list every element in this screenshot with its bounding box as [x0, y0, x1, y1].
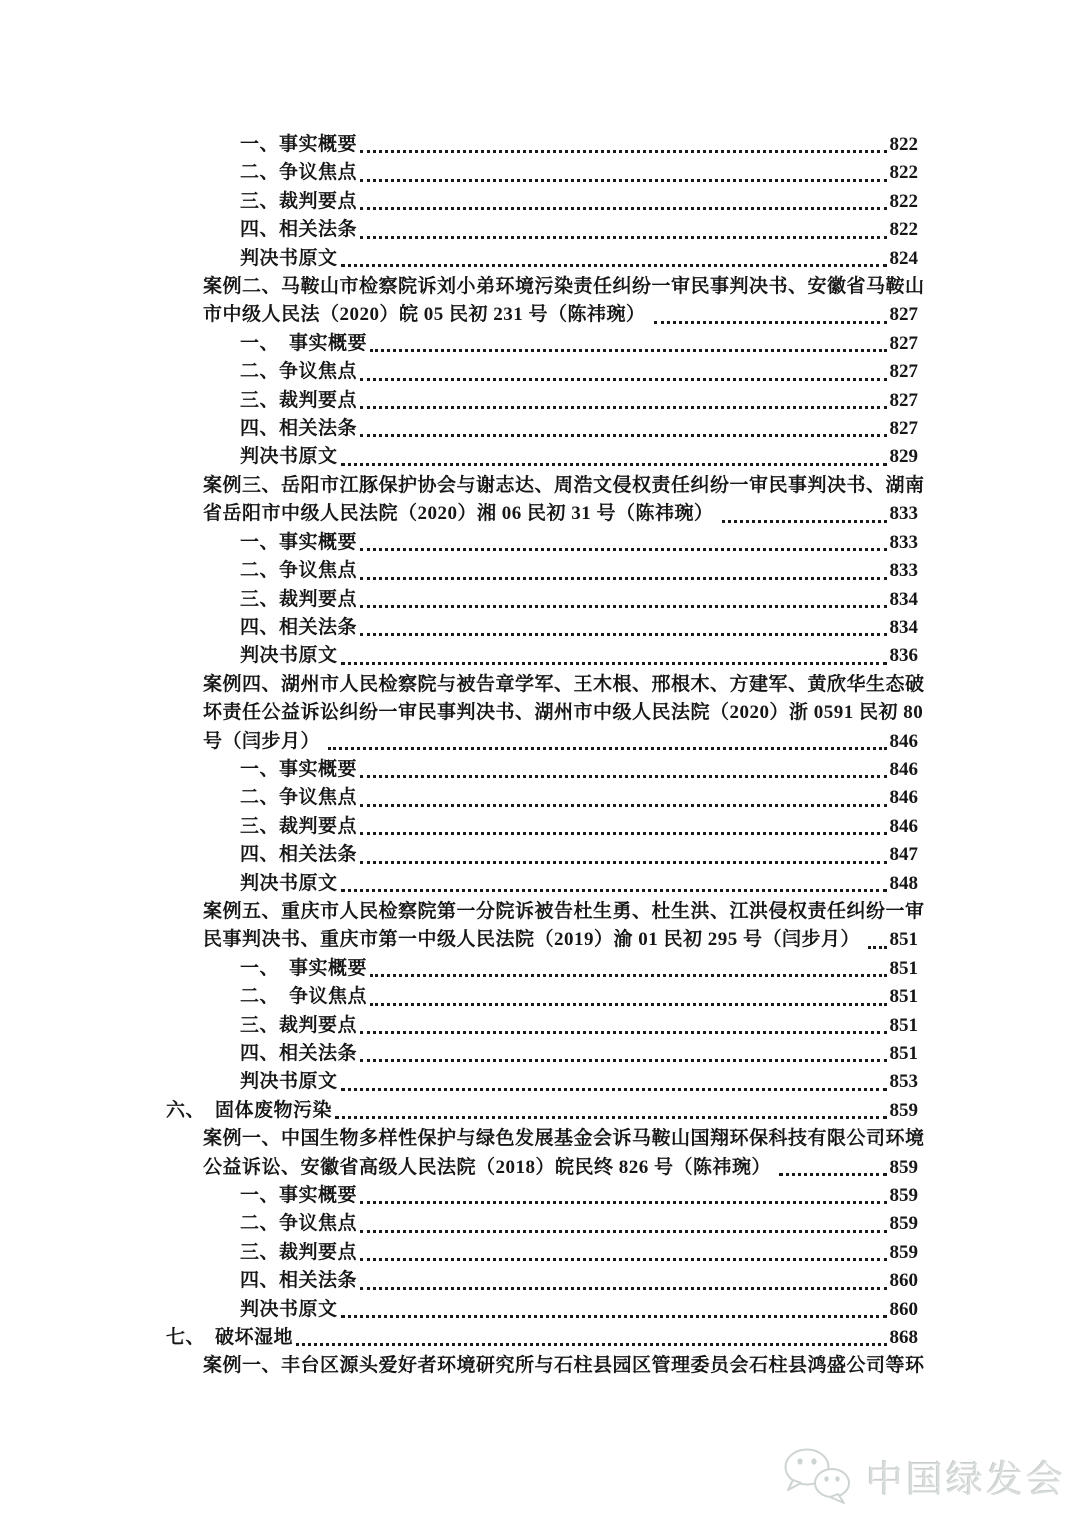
watermark: [780, 1447, 1066, 1505]
toc: [166, 131, 925, 1381]
toc-entry: [166, 387, 918, 415]
toc-entry: [166, 898, 925, 955]
dotted-leader: [360, 131, 886, 153]
toc-entry-row: [240, 870, 918, 898]
page-number: 851: [889, 957, 918, 979]
dotted-leader: [341, 642, 887, 664]
page-number: 827: [889, 304, 918, 326]
toc-entry: [166, 443, 918, 471]
toc-entry-row: [240, 159, 918, 187]
toc-entry-title: 三、裁判要点: [240, 815, 358, 837]
toc-entry-row: [240, 387, 918, 415]
toc-entry: [166, 870, 918, 898]
toc-entry-row: [240, 245, 918, 273]
toc-entry: [166, 586, 918, 614]
toc-entry-row: [240, 642, 918, 670]
toc-entry: [166, 188, 918, 216]
toc-entry-title: 一、 事实概要: [240, 332, 368, 354]
page-number: 846: [889, 758, 918, 780]
dotted-leader: [360, 216, 886, 238]
toc-entry: [166, 472, 925, 529]
toc-entry-title: 三、裁判要点: [240, 588, 358, 610]
toc-entry-row: [240, 841, 918, 869]
page-number: 822: [889, 219, 918, 241]
page-number: 827: [889, 418, 918, 440]
toc-entry: [166, 358, 918, 386]
toc-entry-text-line: 案例四、湖州市人民检察院与被告章学军、王木根、邢根木、方建军、黄欣华生态破: [203, 673, 925, 695]
dotted-leader: [360, 387, 886, 409]
toc-entry-title: 三、裁判要点: [240, 389, 358, 411]
toc-entry-title: 号（闫步月）: [203, 730, 326, 752]
toc-entry-title: 三、裁判要点: [240, 1014, 358, 1036]
dotted-leader: [654, 301, 887, 323]
page-number: 827: [889, 361, 918, 383]
toc-entry-row: [203, 301, 918, 329]
toc-entry: [166, 330, 918, 358]
dotted-leader: [360, 1040, 886, 1062]
page-number: 822: [889, 190, 918, 212]
dotted-leader: [360, 159, 886, 181]
toc-entry-title: 六、 固体废物污染: [166, 1099, 333, 1121]
toc-entry-text-line: 案例二、马鞍山市检察院诉刘小弟环境污染责任纠纷一审民事判决书、安徽省马鞍山: [203, 276, 925, 298]
page-number: 859: [889, 1241, 918, 1263]
toc-entry: [166, 671, 925, 756]
page-number: 846: [889, 787, 918, 809]
toc-entry-title: 公益诉讼、安徽省高级人民法院（2018）皖民终 826 号（陈祎琬）: [203, 1156, 777, 1178]
dotted-leader: [360, 1210, 886, 1232]
dotted-leader: [370, 955, 886, 977]
toc-entry: [166, 614, 918, 642]
toc-entry: [166, 1210, 918, 1238]
dotted-leader: [341, 443, 887, 465]
toc-entry-row: [240, 529, 918, 557]
toc-entry-title: 四、相关法条: [240, 418, 358, 440]
dotted-leader: [360, 614, 886, 636]
page-number: 822: [889, 134, 918, 155]
toc-entry-row: [240, 1296, 918, 1324]
dotted-leader: [370, 983, 886, 1005]
toc-entry-title: 一、事实概要: [240, 1185, 358, 1207]
toc-entry-row: [240, 813, 918, 841]
page-number: 822: [889, 162, 918, 184]
page-number: 846: [889, 815, 918, 837]
toc-entry: [166, 159, 918, 187]
page-number: 829: [889, 446, 918, 468]
toc-entry: [166, 1352, 925, 1380]
toc-entry-title: 七、 破坏湿地: [166, 1327, 294, 1349]
toc-entry: [166, 983, 918, 1011]
page-number: 851: [889, 929, 918, 951]
toc-entry: [166, 557, 918, 585]
toc-entry-row: [166, 1097, 918, 1125]
toc-entry-text-line: 案例一、丰台区源头爱好者环境研究所与石柱县园区管理委员会石柱县鸿盛公司等环: [203, 1355, 925, 1377]
wechat-icon: [780, 1447, 854, 1505]
page-number: 860: [889, 1298, 918, 1320]
toc-entry-row: [240, 415, 918, 443]
toc-entry-row: [240, 586, 918, 614]
toc-entry: [166, 1097, 918, 1125]
toc-entry: [166, 813, 918, 841]
toc-entry: [166, 1012, 918, 1040]
toc-entry-row: [240, 614, 918, 642]
toc-entry-text-line: 案例一、中国生物多样性保护与绿色发展基金会诉马鞍山国翔环保科技有限公司环境: [203, 1128, 925, 1150]
toc-entry-title: 二、争议焦点: [240, 361, 358, 383]
toc-entry-title: 二、争议焦点: [240, 787, 358, 809]
page-number: 833: [889, 503, 918, 525]
toc-entry-title: 一、事实概要: [240, 134, 358, 155]
toc-entry-title: 二、 争议焦点: [240, 986, 368, 1008]
page-number: 834: [889, 616, 918, 638]
page-number: 853: [889, 1071, 918, 1093]
page-number: 851: [889, 1043, 918, 1064]
toc-entry-row: [240, 983, 918, 1011]
page-number: 868: [889, 1327, 918, 1349]
dotted-leader: [360, 415, 886, 437]
watermark-label: 中国绿发会: [866, 1459, 1066, 1500]
page-number: 859: [889, 1156, 918, 1178]
toc-entry-title: 判决书原文: [240, 1298, 338, 1320]
toc-entry-row: [240, 1210, 918, 1238]
dotted-leader: [341, 870, 887, 892]
dotted-leader: [360, 1182, 886, 1204]
toc-entry-title: 判决书原文: [240, 645, 338, 667]
toc-entry-row: [240, 1182, 918, 1210]
toc-entry: [166, 1182, 918, 1210]
toc-entry-title: 一、 事实概要: [240, 957, 368, 979]
toc-entry-row: [240, 955, 918, 983]
toc-entry: [166, 529, 918, 557]
page-number: 859: [889, 1185, 918, 1207]
page-number: 833: [889, 560, 918, 582]
toc-entry: [166, 216, 918, 244]
toc-entry-title: 判决书原文: [240, 446, 338, 468]
toc-entry-row: [240, 1267, 918, 1295]
page-number: 827: [889, 332, 918, 354]
toc-entry-title: 市中级人民法（2020）皖 05 民初 231 号（陈祎琬）: [203, 304, 651, 326]
toc-entry-title: 四、相关法条: [240, 1270, 358, 1292]
dotted-leader: [341, 1296, 887, 1318]
page-number: 836: [889, 645, 918, 667]
toc-entry-row: [240, 784, 918, 812]
toc-entry-row: [240, 1068, 918, 1096]
toc-entry-title: 省岳阳市中级人民法院（2020）湘 06 民初 31 号（陈祎琬）: [203, 503, 719, 525]
page-number: 827: [889, 389, 918, 411]
toc-entry-row: [240, 1239, 918, 1267]
toc-entry-row: [203, 500, 918, 528]
toc-entry-row: [203, 728, 918, 756]
toc-entry-row: [240, 443, 918, 471]
toc-entry-title: 判决书原文: [240, 872, 338, 894]
toc-entry: [166, 841, 918, 869]
toc-entry-title: 三、裁判要点: [240, 1241, 358, 1263]
toc-entry-row: [240, 557, 918, 585]
toc-entry-row: [203, 1154, 918, 1182]
page-number: 848: [889, 872, 918, 894]
toc-entry: [166, 245, 918, 273]
dotted-leader: [868, 926, 886, 948]
toc-entry-row: [240, 131, 918, 159]
toc-entry: [166, 1296, 918, 1324]
dotted-leader: [360, 813, 886, 835]
toc-entry-row: [240, 188, 918, 216]
page-number: 846: [889, 730, 918, 752]
dotted-leader: [360, 756, 886, 778]
toc-entry-text-line: 案例五、重庆市人民检察院第一分院诉被告杜生勇、杜生洪、江洪侵权责任纠纷一审: [203, 900, 925, 922]
toc-entry-row: [240, 1012, 918, 1040]
dotted-leader: [360, 1239, 886, 1261]
toc-entry-row: [203, 926, 918, 954]
toc-entry-row: [166, 1324, 918, 1352]
dotted-leader: [360, 557, 886, 579]
page-number: 851: [889, 986, 918, 1008]
dotted-leader: [360, 586, 886, 608]
toc-entry-title: 二、争议焦点: [240, 1213, 358, 1235]
toc-entry-title: 判决书原文: [240, 1071, 338, 1093]
toc-entry: [166, 1068, 918, 1096]
toc-entry: [166, 1239, 918, 1267]
toc-entry-row: [240, 1040, 918, 1068]
dotted-leader: [360, 1012, 886, 1034]
toc-entry-title: 判决书原文: [240, 247, 338, 269]
page-number: 859: [889, 1213, 918, 1235]
dotted-leader: [360, 529, 886, 551]
toc-entry-title: 一、事实概要: [240, 531, 358, 553]
dotted-leader: [360, 1267, 886, 1289]
page-number: 824: [889, 247, 918, 269]
dotted-leader: [328, 728, 886, 750]
toc-entry-row: [240, 358, 918, 386]
dotted-leader: [296, 1324, 886, 1346]
toc-entry-title: 民事判决书、重庆市第一中级人民法院（2019）渝 01 民初 295 号（闫步月）: [203, 929, 866, 951]
toc-entry: [166, 273, 925, 330]
toc-entry-title: 四、相关法条: [240, 844, 358, 866]
toc-entry-text-line: 案例三、岳阳市江豚保护协会与谢志达、周浩文侵权责任纠纷一审民事判决书、湖南: [203, 474, 925, 496]
toc-entry-text-line: 坏责任公益诉讼纠纷一审民事判决书、湖州市中级人民法院（2020）浙 0591 民初 80: [203, 702, 924, 724]
dotted-leader: [360, 841, 886, 863]
dotted-leader: [341, 245, 887, 267]
dotted-leader: [722, 500, 887, 522]
page-number: 847: [889, 844, 918, 866]
dotted-leader: [360, 784, 886, 806]
page-number: 859: [889, 1099, 918, 1121]
page-number: 851: [889, 1014, 918, 1036]
toc-entry-title: 四、相关法条: [240, 219, 358, 241]
toc-entry: [166, 1040, 918, 1068]
toc-entry: [166, 1324, 918, 1352]
toc-entry-row: [240, 330, 918, 358]
toc-entry: [166, 784, 918, 812]
toc-entry: [166, 1125, 925, 1182]
toc-entry: [166, 131, 918, 159]
page-number: 834: [889, 588, 918, 610]
dotted-leader: [335, 1097, 886, 1119]
toc-entry-title: 一、事实概要: [240, 758, 358, 780]
dotted-leader: [370, 330, 886, 352]
page-number: 860: [889, 1270, 918, 1292]
toc-entry: [166, 642, 918, 670]
toc-entry: [166, 415, 918, 443]
toc-entry-title: 二、争议焦点: [240, 162, 358, 184]
toc-entry-title: 三、裁判要点: [240, 190, 358, 212]
dotted-leader: [360, 358, 886, 380]
toc-entry: [166, 955, 918, 983]
toc-entry-row: [240, 216, 918, 244]
toc-entry: [166, 756, 918, 784]
toc-entry-row: [240, 756, 918, 784]
toc-entry-title: 四、相关法条: [240, 616, 358, 638]
toc-entry-title: 二、争议焦点: [240, 560, 358, 582]
toc-entry-title: 四、相关法条: [240, 1043, 358, 1064]
dotted-leader: [360, 188, 886, 210]
page-number: 833: [889, 531, 918, 553]
toc-entry: [166, 1267, 918, 1295]
dotted-leader: [779, 1154, 886, 1176]
dotted-leader: [341, 1068, 887, 1090]
